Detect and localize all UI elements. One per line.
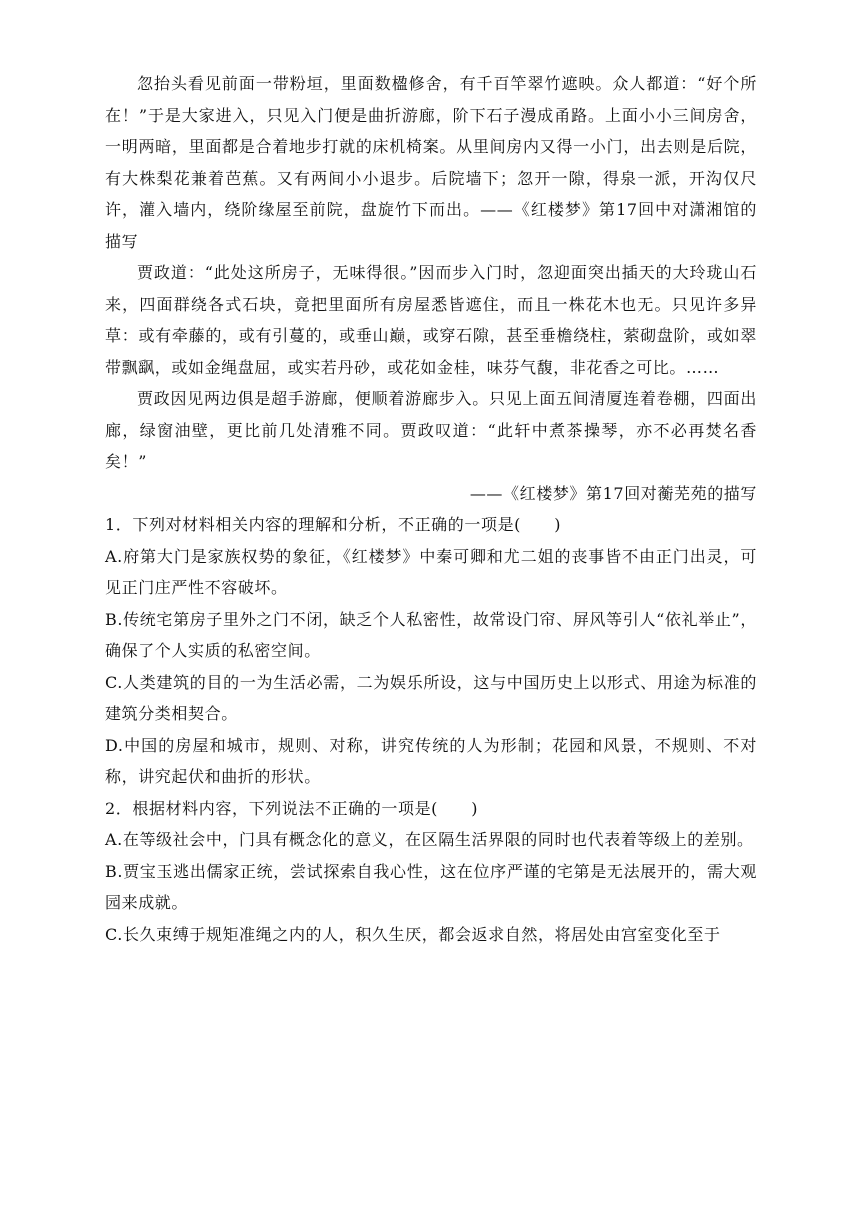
passage-hengwu-1: 贾政道：“此处这所房子，无味得很。”因而步入门时，忽迎面突出插天的大玲珑山石来，四面群绕各式石块，竟把里面所有房屋悉皆遮住，而且一株花木也无。只见许多异草：或有牵藤的，或有引蔓的，或垂山巅，或穿石隙，甚至垂檐绕柱，萦砌盘阶，或如翠带飘飖，或如金绳盘屈，或实若丹砂，或花如金桂，味芬气馥，非花香之可比。…… xyxy=(105,263,757,377)
option-a: A.在等级社会中，门具有概念化的意义，在区隔生活界限的同时也代表着等级上的差别。 xyxy=(105,830,754,849)
option-b: B.传统宅第房子里外之门不闭，缺乏个人私密性，故常设门帘、屏风等引人“依礼举止”，确保了个人实质的私密空间。 xyxy=(105,609,757,660)
option-c: C.人类建筑的目的一为生活必需，二为娱乐所设，这与中国历史上以形式、用途为标准的建筑分类相契合。 xyxy=(105,672,757,723)
question-stem: 2．根据材料内容，下列说法不正确的一项是( ) xyxy=(105,798,479,818)
option-b: B.贾宝玉逃出儒家正统，尝试探索自我心性，这在位序严谨的宅第是无法展开的，需大观园来成就。 xyxy=(105,861,757,912)
question-2 xyxy=(105,793,757,951)
option-c: C.长久束缚于规矩准绳之内的人，积久生厌，都会返求自然，将居处由宫室变化至于 xyxy=(105,924,721,944)
option-a: A.府第大门是家族权势的象征，《红楼梦》中秦可卿和尤二姐的丧事皆不由正门出灵，可见正门庄严性不容破坏。 xyxy=(105,546,757,597)
option-d: D.中国的房屋和城市，规则、对称，讲究传统的人为形制；花园和风景，不规则、不对称，讲究起伏和曲折的形状。 xyxy=(105,735,757,786)
passage-hengwu-2: 贾政因见两边俱是超手游廊，便顺着游廊步入。只见上面五间清厦连着卷棚，四面出廊，绿窗油壁，更比前几处清雅不同。贾政叹道：“此轩中煮茶操琴，亦不必再焚名香矣！” xyxy=(105,389,757,471)
document-page xyxy=(105,68,757,950)
passage-xiaoxiang: 忽抬头看见前面一带粉垣，里面数楹修舍，有千百竿翠竹遮映。众人都道：“好个所在！”于是大家进入，只见入门便是曲折游廊，阶下石子漫成甬路。上面小小三间房舍，一明两暗，里面都是合着地步打就的床机椅案。从里间房内又得一小门，出去则是后院，有大株梨花兼着芭蕉。又有两间小小退步。后院墙下；忽开一隙，得泉一派，开沟仅尺许，灌入墙内，绕阶缘屋至前院，盘旋竹下而出。——《红楼梦》第17回中对潇湘馆的描写 xyxy=(105,74,757,251)
source-note: ——《红楼梦》第17回对蘅芜苑的描写 xyxy=(469,483,757,503)
question-stem: 1．下列对材料相关内容的理解和分析，不正确的一项是( ) xyxy=(105,515,562,534)
question-1 xyxy=(105,509,757,793)
